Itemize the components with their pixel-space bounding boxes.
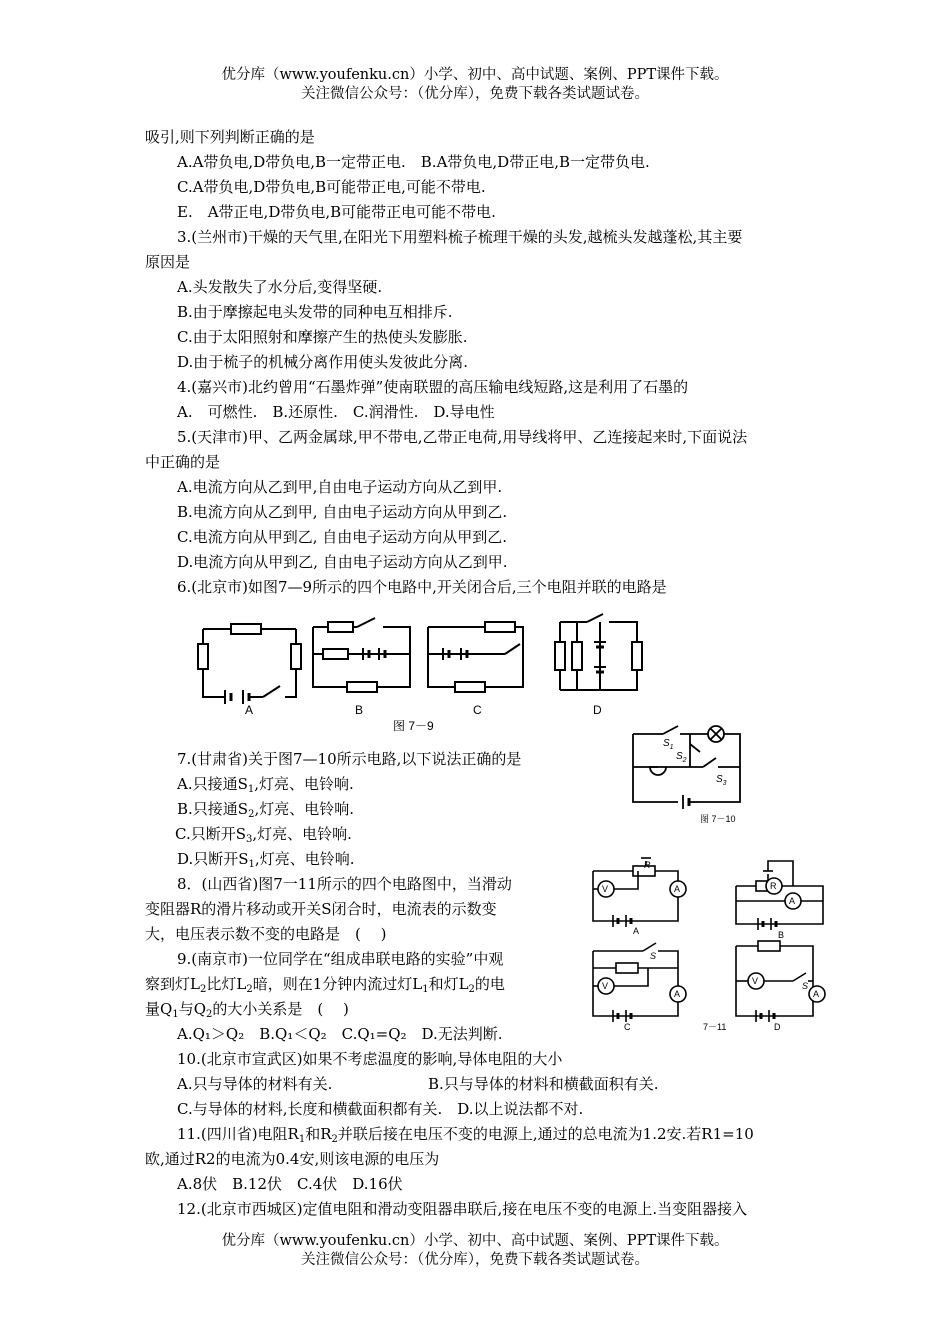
q9-line-1: 9.(南京市)一位同学在“组成串联电路的实验”中观 bbox=[177, 950, 504, 968]
fig711-s-c: S bbox=[650, 951, 657, 961]
q3-option-c: C.由于太阳照射和摩擦产生的热使头发膨胀. bbox=[177, 328, 468, 346]
circuit-c bbox=[428, 622, 523, 692]
fig711-caption: 7－11 bbox=[703, 1022, 727, 1032]
fig711-v-c: V bbox=[602, 981, 609, 991]
fig79-caption: 图 7－9 bbox=[393, 719, 434, 733]
circuit-d bbox=[555, 614, 642, 690]
q8-line-2: 变阻器R的滑片移动或开关S闭合时，电流表的示数变 bbox=[145, 900, 497, 918]
q10-options-cd: C.与导体的材料,长度和横截面积都有关. D.以上说法都不对. bbox=[177, 1100, 584, 1118]
q11-options: A.8伏 B.12伏 C.4伏 D.16伏 bbox=[177, 1175, 403, 1193]
figure-7-10 bbox=[628, 722, 768, 830]
q7-option-d: D.只断开$S_1$,灯亮、电铃响. bbox=[177, 850, 355, 870]
page-header bbox=[0, 66, 950, 104]
circuit-811-b bbox=[736, 861, 823, 930]
circuit-811-d bbox=[736, 941, 825, 1022]
q7-option-b: B.只接通$S_2$,灯亮、电铃响. bbox=[177, 800, 354, 820]
fig710-s1: $S_1$ bbox=[663, 738, 674, 751]
q12-stem: 12.(北京市西城区)定值电阻和滑动变阻器串联后,接在电压不变的电源上.当变阻器接入 bbox=[177, 1200, 748, 1218]
figure-7-11 bbox=[588, 856, 834, 1036]
fig79-label-a: A bbox=[245, 703, 254, 717]
q2-option-c: C.A带负电,D带负电,B可能带正电,可能不带电. bbox=[177, 178, 486, 196]
q8-line-1: 8．(山西省)图7一11所示的四个电路图中，当滑动 bbox=[177, 875, 512, 893]
fig79-label-c: C bbox=[473, 703, 482, 717]
fig711-label-b: B bbox=[778, 930, 785, 940]
q10-stem: 10.(北京市宣武区)如果不考虑温度的影响,导体电阻的大小 bbox=[177, 1050, 563, 1068]
fig711-amm-d: A bbox=[813, 989, 820, 999]
q5-stem-2: 中正确的是 bbox=[145, 453, 221, 471]
q8-line-3: 大，电压表示数不变的电路是 ( ) bbox=[145, 925, 387, 943]
fig79-label-b: B bbox=[355, 703, 364, 717]
q9-options: A.Q₁＞Q₂ B.Q₁＜Q₂ C.Q₁=Q₂ D.无法判断. bbox=[177, 1025, 503, 1043]
footer-line-1: 优分库（www.youfenku.cn）小学、初中、高中试题、案例、PPT课件下载。 bbox=[221, 1233, 729, 1249]
fig711-s-d: S bbox=[802, 981, 809, 991]
q5-option-b: B.电流方向从乙到甲, 自由电子运动方向从甲到乙. bbox=[177, 503, 508, 521]
q5-option-d: D.电流方向从甲到乙, 自由电子运动方向从乙到甲. bbox=[177, 553, 508, 571]
header-line-2: 关注微信公众号：（优分库），免费下载各类试题试卷。 bbox=[301, 86, 649, 102]
q3-stem-2: 原因是 bbox=[145, 253, 191, 271]
fig711-r-a: R bbox=[644, 860, 651, 870]
q5-stem-1: 5.(天津市)甲、乙两金属球,甲不带电,乙带正电荷,用导线将甲、乙连接起来时,下面说法 bbox=[177, 428, 748, 446]
fig710-caption: 图 7－10 bbox=[700, 814, 736, 824]
circuit-a bbox=[198, 624, 301, 704]
fig711-label-a: A bbox=[633, 926, 640, 936]
fig711-amm-c: A bbox=[674, 989, 681, 999]
q10-option-b: B.只与导体的材料和横截面积有关. bbox=[428, 1075, 659, 1093]
fig79-label-d: D bbox=[593, 703, 602, 717]
q10-option-a: A.只与导体的材料有关. bbox=[177, 1075, 333, 1093]
q7-option-a: A.只接通$S_1$,灯亮、电铃响. bbox=[177, 775, 354, 795]
q2-stem-cont: 吸引,则下列判断正确的是 bbox=[145, 128, 315, 146]
page-footer bbox=[0, 1232, 950, 1270]
fig711-r-b: R bbox=[770, 881, 777, 891]
fig711-v-d: V bbox=[752, 976, 759, 986]
q2-option-e: E. A带正电,D带负电,B可能带正电可能不带电. bbox=[177, 203, 496, 221]
q3-stem-1: 3.(兰州市)干燥的天气里,在阳光下用塑料梳子梳理干燥的头发,越梳头发越蓬松,其主要 bbox=[177, 228, 743, 246]
q4-options: A. 可燃性. B.还原性. C.润滑性. D.导电性 bbox=[177, 403, 495, 421]
q3-option-d: D.由于梳子的机械分离作用使头发彼此分离. bbox=[177, 353, 469, 371]
q6-stem: 6.(北京市)如图7—9所示的四个电路中,开关闭合后,三个电阻并联的电路是 bbox=[177, 578, 667, 596]
fig711-v-a: V bbox=[602, 884, 609, 894]
q3-option-a: A.头发散失了水分后,变得坚硬. bbox=[177, 278, 383, 296]
q4-stem: 4.(嘉兴市)北约曾用“石墨炸弹”使南联盟的高压输电线短路,这是利用了石墨的 bbox=[177, 378, 689, 396]
footer-line-2: 关注微信公众号：（优分库），免费下载各类试题试卷。 bbox=[301, 1252, 649, 1268]
q5-option-c: C.电流方向从甲到乙, 自由电子运动方向从甲到乙. bbox=[177, 528, 508, 546]
q7-option-c: C.只断开$S_3$,灯亮、电铃响. bbox=[175, 825, 352, 845]
fig710-s2: $S_2$ bbox=[676, 751, 687, 764]
fig710-s3: $S_3$ bbox=[716, 774, 727, 787]
circuit-b bbox=[313, 618, 410, 692]
header-line-1: 优分库（www.youfenku.cn）小学、初中、高中试题、案例、PPT课件下载。 bbox=[221, 67, 729, 83]
fig711-amm-a: A bbox=[674, 884, 681, 894]
q5-option-a: A.电流方向从乙到甲,自由电子运动方向从乙到甲. bbox=[177, 478, 503, 496]
q7-stem: 7.(甘肃省)关于图7—10所示电路,以下说法正确的是 bbox=[177, 750, 522, 768]
q9-line-2: 察到灯$L_2$比灯$L_2$暗，则在1分钟内流过灯$L_1$和灯$L_2$的电 bbox=[145, 975, 505, 995]
figure-7-9 bbox=[185, 612, 645, 737]
q3-option-b: B.由于摩擦起电头发带的同种电互相排斥. bbox=[177, 303, 453, 321]
q9-line-3: 量$Q_1$与$Q_2$的大小关系是 ( ) bbox=[145, 1000, 349, 1020]
q11-line-1: 11.(四川省)电阻$R_1$和$R_2$并联后接在电压不变的电源上,通过的总电流为1.2安.若R1=10 bbox=[177, 1125, 754, 1145]
q2-options-ab: A.A带负电,D带负电,B一定带正电. B.A带负电,D带正电,B一定带负电. bbox=[177, 153, 650, 171]
fig711-amm-b: A bbox=[789, 896, 796, 906]
fig711-label-c: C bbox=[624, 1022, 631, 1032]
fig711-label-d: D bbox=[774, 1022, 781, 1032]
q11-line-2: 欧,通过R2的电流为0.4安,则该电源的电压为 bbox=[145, 1150, 440, 1168]
